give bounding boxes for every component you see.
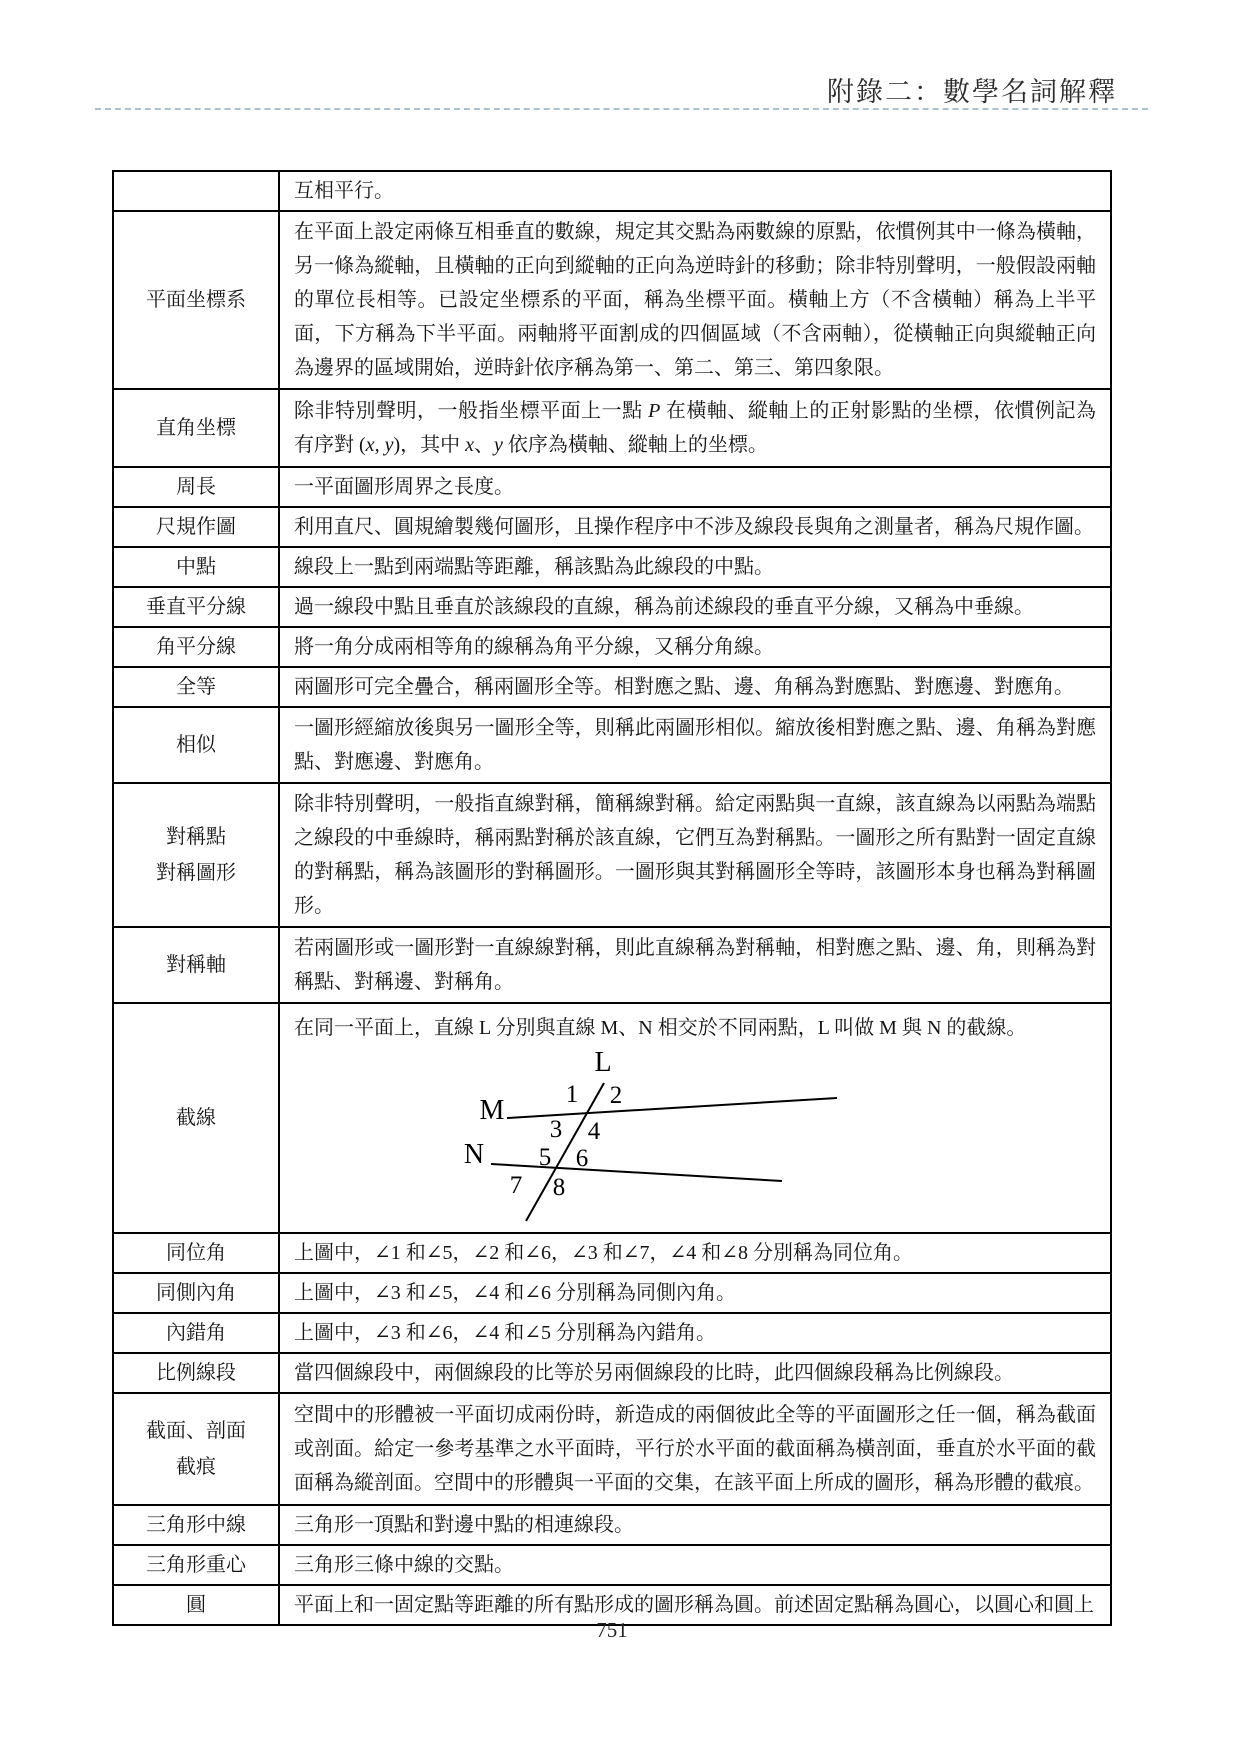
definition-cell: 當四個線段中，兩個線段的比等於另兩個線段的比時，此四個線段稱為比例線段。: [279, 1353, 1111, 1393]
definition-cell: 兩圖形可完全疊合，稱兩圖形全等。相對應之點、邊、角稱為對應點、對應邊、對應角。: [279, 667, 1111, 707]
term-label: 尺規作圖: [156, 516, 236, 538]
table-row: [113, 171, 1111, 211]
definition-cell: 三角形三條中線的交點。: [279, 1545, 1111, 1585]
term-cell: [113, 927, 279, 1003]
term-cell: [113, 389, 279, 467]
angle-6-label: 6: [575, 1145, 589, 1172]
term-label: 同側內角: [156, 1282, 236, 1304]
table-row: [113, 783, 1111, 927]
definition-cell: 利用直尺、圓規繪製幾何圖形，且操作程序中不涉及線段長與角之測量者，稱為尺規作圖。: [279, 507, 1111, 547]
term-cell: [113, 1545, 279, 1585]
term-label: 截面、剖面: [146, 1420, 246, 1442]
definition-cell: 一圖形經縮放後與另一圖形全等，則稱此兩圖形相似。縮放後相對應之點、邊、角稱為對應點、對應邊、對應角。: [279, 707, 1111, 783]
term-cell: [113, 587, 279, 627]
term-cell: [113, 507, 279, 547]
definition-cell: 空間中的形體被一平面切成兩份時，新造成的兩個彼此全等的平面圖形之任一個，稱為截面或剖面。給定一參考基準之水平面時，平行於水平面的截面稱為橫剖面，垂直於水平面的截面稱為縱剖面。空間中的形體與一平面的交集，在該平面上所成的圖形，稱為形體的截痕。: [279, 1393, 1111, 1505]
term-cell: [113, 547, 279, 587]
term-cell: [113, 1273, 279, 1313]
term-label: 中點: [176, 556, 216, 578]
term-cell: [113, 1003, 279, 1233]
definition-cell: 若兩圖形或一圖形對一直線線對稱，則此直線稱為對稱軸，相對應之點、邊、角，則稱為對稱點、對稱邊、對稱角。: [279, 927, 1111, 1003]
definition-cell: 除非特別聲明，一般指坐標平面上一點 P 在橫軸、縱軸上的正射影點的坐標，依慣例記為有序對 (x, y)，其中 x、y 依序為橫軸、縱軸上的坐標。: [279, 389, 1111, 467]
angle-7-label: 7: [509, 1172, 523, 1199]
definition-cell: 互相平行。: [279, 171, 1111, 211]
term-label: 同位角: [166, 1242, 226, 1264]
angle-2-label: 2: [609, 1082, 623, 1109]
table-row: [113, 1545, 1111, 1585]
table-row: [113, 627, 1111, 667]
table-row: [113, 467, 1111, 507]
table-row: [113, 547, 1111, 587]
table-row: [113, 1505, 1111, 1545]
term-label-line2: 截痕: [176, 1456, 216, 1478]
term-label: 比例線段: [156, 1362, 236, 1384]
page-header-title: 附錄二：數學名詞解釋: [827, 77, 1117, 107]
table-row: [113, 211, 1111, 389]
header-divider: [95, 108, 1148, 110]
definition-cell: 將一角分成兩相等角的線稱為角平分線，又稱分角線。: [279, 627, 1111, 667]
term-label: 圓: [186, 1594, 206, 1616]
table-row: [113, 507, 1111, 547]
table-row: [113, 1313, 1111, 1353]
term-label: 全等: [176, 676, 216, 698]
angle-5-label: 5: [538, 1144, 552, 1171]
term-label: 平面坐標系: [146, 289, 246, 311]
definition-cell: 三角形一頂點和對邊中點的相連線段。: [279, 1505, 1111, 1545]
definition-cell: 一平面圖形周界之長度。: [279, 467, 1111, 507]
term-cell: [113, 1393, 279, 1505]
line-n-label: N: [463, 1139, 485, 1170]
term-label: 對稱軸: [166, 954, 226, 976]
definition-cell: 除非特別聲明，一般指直線對稱，簡稱線對稱。給定兩點與一直線，該直線為以兩點為端點之線段的中垂線時，稱兩點對稱於該直線，它們互為對稱點。一圖形之所有點對一固定直線的對稱點，稱為該圖形的對稱圖形。一圖形與其對稱圖形全等時，該圖形本身也稱為對稱圖形。: [279, 783, 1111, 927]
definition-cell: 線段上一點到兩端點等距離，稱該點為此線段的中點。: [279, 547, 1111, 587]
table-row: [113, 1273, 1111, 1313]
transversal-diagram: [452, 1049, 842, 1227]
definition-cell: 過一線段中點且垂直於該線段的直線，稱為前述線段的垂直平分線，又稱為中垂線。: [279, 587, 1111, 627]
definition-cell: 在平面上設定兩條互相垂直的數線，規定其交點為兩數線的原點，依慣例其中一條為橫軸，另一條為縱軸，且橫軸的正向到縱軸的正向為逆時針的移動；除非特別聲明，一般假設兩軸的單位長相等。已設定坐標系的平面，稱為坐標平面。橫軸上方（不含橫軸）稱為上半平面，下方稱為下半平面。兩軸將平面割成的四個區域（不含兩軸），從橫軸正向與縱軸正向為邊界的區域開始，逆時針依序稱為第一、第二、第三、第四象限。: [279, 211, 1111, 389]
definition-cell: 上圖中，∠3 和∠5，∠4 和∠6 分別稱為同側內角。: [279, 1273, 1111, 1313]
angle-3-label: 3: [549, 1116, 563, 1143]
term-cell: [113, 467, 279, 507]
line-m: [507, 1098, 837, 1118]
page-number: 751: [596, 1618, 628, 1642]
term-cell: [113, 171, 279, 211]
term-cell: [113, 667, 279, 707]
table-row: [113, 389, 1111, 467]
term-label: 周長: [176, 476, 216, 498]
glossary-table: [112, 170, 1112, 1626]
table-row: [113, 927, 1111, 1003]
line-l-label: L: [594, 1049, 612, 1078]
term-cell: [113, 1313, 279, 1353]
table-row: [113, 587, 1111, 627]
term-label: 對稱點: [166, 826, 226, 848]
term-cell: [113, 1233, 279, 1273]
angle-1-label: 1: [565, 1081, 579, 1108]
term-label: 直角坐標: [156, 417, 236, 439]
definition-cell: 上圖中，∠1 和∠5，∠2 和∠6，∠3 和∠7，∠4 和∠8 分別稱為同位角。: [279, 1233, 1111, 1273]
term-cell: [113, 1353, 279, 1393]
term-cell: [113, 1505, 279, 1545]
table-row: [113, 1233, 1111, 1273]
definition-cell: 上圖中，∠3 和∠6，∠4 和∠5 分別稱為內錯角。: [279, 1313, 1111, 1353]
term-label-line2: 對稱圖形: [156, 862, 236, 884]
term-label: 相似: [176, 734, 216, 756]
term-cell: [113, 783, 279, 927]
term-label: 三角形重心: [146, 1554, 246, 1576]
table-row: [113, 1003, 1111, 1233]
definition-cell: [279, 1003, 1111, 1233]
term-label: 三角形中線: [146, 1514, 246, 1536]
term-label: 垂直平分線: [146, 596, 246, 618]
term-label: 內錯角: [166, 1322, 226, 1344]
term-cell: [113, 211, 279, 389]
term-cell: [113, 707, 279, 783]
table-row: [113, 667, 1111, 707]
term-label: 截線: [176, 1107, 216, 1129]
angle-8-label: 8: [552, 1174, 566, 1201]
line-n: [491, 1164, 782, 1181]
table-row: [113, 1393, 1111, 1505]
definition-cell: 平面上和一固定點等距離的所有點形成的圖形稱為圓。前述固定點稱為圓心，以圓心和圓上: [279, 1585, 1111, 1625]
term-cell: [113, 627, 279, 667]
term-label: 角平分線: [156, 636, 236, 658]
line-m-label: M: [479, 1095, 505, 1126]
table-row: [113, 707, 1111, 783]
angle-4-label: 4: [587, 1118, 601, 1145]
table-row: [113, 1353, 1111, 1393]
transversal-definition-text: 在同一平面上，直線 L 分別與直線 M、N 相交於不同兩點，L 叫做 M 與 N 的截線。: [294, 1017, 1027, 1039]
